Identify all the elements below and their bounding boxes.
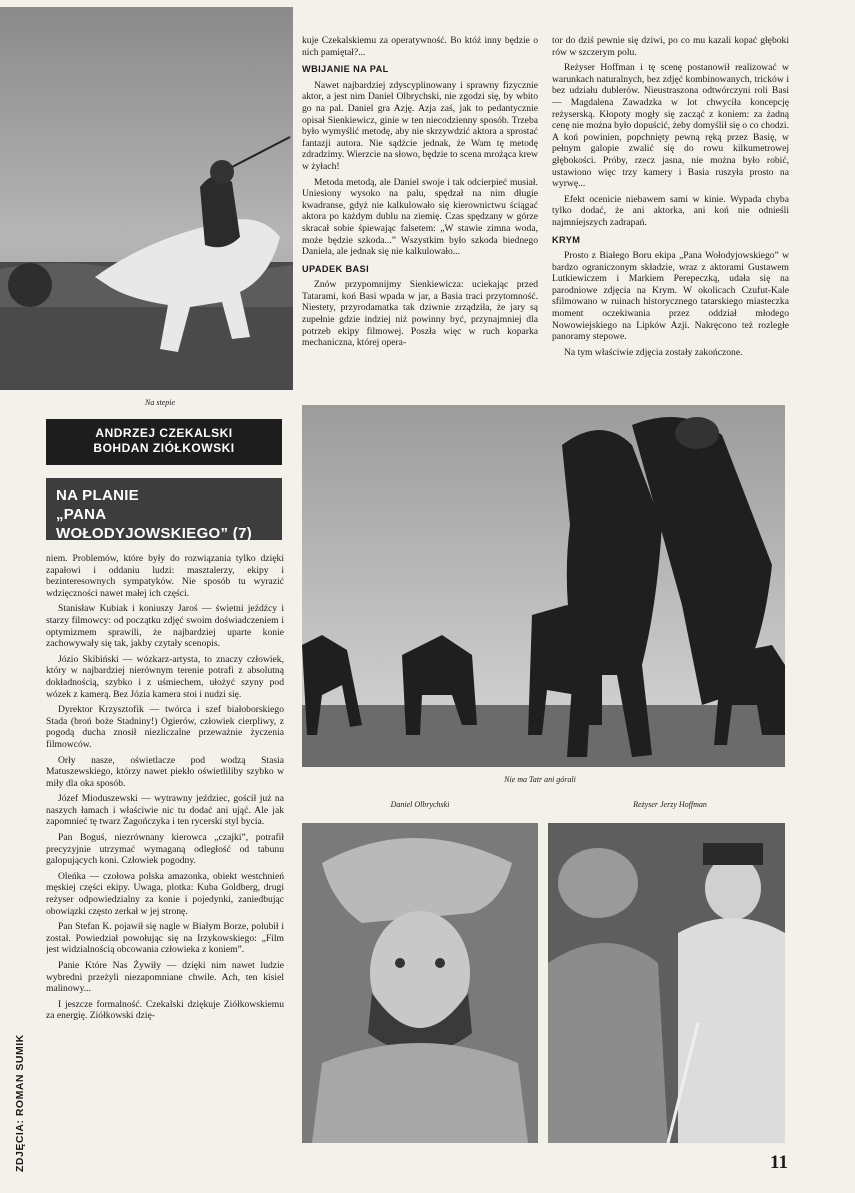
section-heading-basia-fall: UPADEK BASI: [302, 263, 370, 274]
paragraph: Panie Które Nas Żywiły — dzięki nim nawet ludzie wybredni przeżyli niezapomniane chwile. Ach, ten kisiel malinowy...: [46, 960, 284, 995]
paragraph: Nawet najbardziej zdyscyplinowany i sprawny fizycznie aktor, a jest nim Daniel Olbrychski, nie zgodzi się, by wbito go na pal. Daniel gra Azję. Azja zaś, jak to pedantycznie opisał Sienkiewicz, ginie w ten niecodzienny sposób. Trzeba było wymyślić metodę, aby nie skrzywdzić aktora a sprostać fantazji autora. Nie sądźcie jednak, że Wam tę metodę zdradzimy. Wierzcie na słowo, będzie to scena mrożąca krew w żyłach!: [302, 79, 538, 172]
paragraph: tor do dziś pewnie się dziwi, po co mu kazali kopać głęboki rów w szczerym polu.: [552, 35, 789, 58]
paragraph: Józio Skibiński — wózkarz-artysta, to znaczy człowiek, który w najbardziej nierównym terenie potrafi z absolutną dokładnością, szybko i z uśmiechem, ułożyć szyny pod wózek z kamerą. Bez Józia kamera stoi i nudzi się.: [46, 653, 284, 700]
left-column-text: [46, 553, 284, 1143]
hoffman-caption: Reżyser Jerzy Hoffman: [633, 800, 707, 809]
paragraph: Na tym właściwie zdjęcia zostały zakończone.: [564, 346, 743, 358]
paragraph: Reżyser Hoffman i tę scenę postanowił realizować w warunkach naturalnych, bez zdjęć kombinowanych, tricków i bez udziału dublerów. Nieustraszona odtwórczyni roli Basi — Magdalena Zawadzka w lot chwyciła koncepcję reżyserską. Kłopoty mogły się zacząć z koniem: za żadną cenę nie można było dopuścić, żeby domyślił się o co chodzi. A koń powinien, popchnięty pewną ręką przez Basię, w pełnym galopie zwalić się do rowu kilkumetrowej głębokości. Próby, rzecz jasna, nie można było robić, ustawiono więc trzy kamery i Basia ruszyła prosto na wyrwę...: [552, 62, 789, 190]
paragraph: Pan Boguś, niezrównany kierowca „czajki”, potrafił precyzyjnie utrzymać wymaganą odległość od tabunu galopujących koni. Człowiek pogodny.: [46, 832, 284, 867]
steppe-photo: [0, 7, 293, 390]
paragraph: Pan Stefan K. pojawił się nagle w Białym Borze, polubił i został. Powiedział powołując się na Irzykowskiego: „Film jest widzialnością obcowania człowieka z koniem”.: [46, 921, 284, 956]
byline-author-1: ANDRZEJ CZEKALSKI: [95, 426, 233, 440]
paragraph: Efekt ocenicie niebawem sami w kinie. Wypada chyba tylko dodać, że ani aktorka, ani koń nie odnieśli najmniejszych zadrapań.: [552, 193, 789, 228]
olbrychski-photo: [302, 823, 538, 1143]
paragraph: Znów przypomnijmy Sienkiewicza: uciekając przed Tatarami, koń Basi wpada w jar, a Basia traci przytomność. Niestety, przyrodamatka tak dziwnie zrządziła, że jary są zupełnie gdzie indziej niż powinny być, przynajmniej dla potrzeb ekipy filmowej. Poszła więc w ruch koparka mechaniczna, której opera-: [302, 279, 538, 349]
section-heading-crimea: KRYM: [552, 234, 581, 245]
paragraph: kuje Czekalskiemu za operatywność. Bo któż inny będzie o nich pamiętał?...: [302, 35, 538, 58]
section-heading-impalement: WBIJANIE NA PAL: [302, 64, 389, 75]
article-title-line-2: „PANA WOŁODYJOWSKIEGO” (7): [56, 506, 253, 542]
middle-column-text: [302, 35, 538, 397]
tatars-photo-image: [302, 405, 785, 767]
article-title-box: [46, 478, 282, 540]
paragraph: Prosto z Białego Boru ekipa „Pana Wołodyjowskiego” w bardzo ograniczonym składzie, wraz z aktorami Gustawem Lutkiewiczem i Markiem Perepeczką, udała się na parodniowe zdjęcia na Krym. W okolicach Czufut-Kale sfilmowano w ruinach historycznego tatarskiego miasteczka moment oczekiwania przez oddział młodego Nowowiejskiego na Lipków Azji. Nakręcono też rozległe panoramy stepowe.: [552, 250, 789, 343]
paragraph: Oleńka — czołowa polska amazonka, obiekt westchnień męskiej części ekipy. Uwaga, plotka: Kuba Goldberg, drugi reżyser odpowiedzialny za konie i pojedynki, zaniedbując obowiązki często zerkał w jej stronę.: [46, 870, 284, 917]
paragraph: Józef Mioduszewski — wytrawny jeździec, gościł już na naszych łamach i właściwie nic tu dodać ani ująć. Ale jak zapomnieć tę twarz Zagończyka i ten rycerski styl bycia.: [46, 793, 284, 828]
page-number: 11: [770, 1152, 788, 1173]
tatars-photo: [302, 405, 785, 767]
steppe-photo-image: [0, 7, 293, 390]
article-title-line-1: NA PLANIE: [56, 487, 139, 504]
right-column-text: [552, 35, 789, 397]
paragraph: niem. Problemów, które były do rozwiązania tylko dzięki zapałowi i oddaniu ludzi: masztalerzy, ekipy i bezinteresownych sympatyków. Nie sposób tu wyrazić wdzięczności nawet małej ich części.: [46, 553, 284, 599]
paragraph: I jeszcze formalność. Czekalski dziękuje Ziółkowskiemu za energię. Ziółkowski dzię-: [46, 998, 284, 1022]
paragraph: Stanisław Kubiak i koniuszy Jaroś — świetni jeźdźcy i starzy filmowcy: od początku zdjęć swoim doświadczeniem i optymizmem sprawili, że najbardziej uparte konie zachowywały się tak, jakby czytały scenopis.: [46, 603, 284, 650]
paragraph: Metoda metodą, ale Daniel swoje i tak odcierpieć musiał. Uniesiony wysoko na palu, spędzał na nim długie kwadranse, gdyż nie kalkulowało się kierownictwu ściągać aktora po każdym dublu na ziemię. Czas spędzany w górze skracał sobie śpiewając falsetem: „W stawie zimna woda, może będzie szkoda...” Wszystkim było szkoda biednego Daniela, ale jednak się nie kalkulowało...: [302, 176, 538, 258]
byline-author-2: BOHDAN ZIÓŁKOWSKI: [93, 441, 235, 455]
steppe-caption: Na stepie: [145, 398, 175, 407]
hoffman-photo: [548, 823, 785, 1143]
olbrychski-photo-image: [302, 823, 538, 1143]
paragraph: Dyrektor Krzysztofik — twórca i szef białoborskiego Stada (broń boże Stadniny!) Ogierów, człowiek cierpliwy, z pogodą ducha znosił niezliczalne przeważnie życzenia filmowców.: [46, 704, 284, 750]
tatars-caption: Nie ma Tatr ani górali: [504, 775, 576, 784]
olbrychski-caption: Daniel Olbrychski: [390, 800, 450, 809]
hoffman-photo-image: [548, 823, 785, 1143]
photo-credit: ZDJĘCIA: ROMAN SUMIK: [14, 1034, 26, 1172]
byline-box: [46, 419, 282, 465]
paragraph: Orły nasze, oświetlacze pod wodzą Stasia Matuszewskiego, którzy nawet piekło oświetliliby szybko w miły dla oka sposób.: [46, 754, 284, 789]
